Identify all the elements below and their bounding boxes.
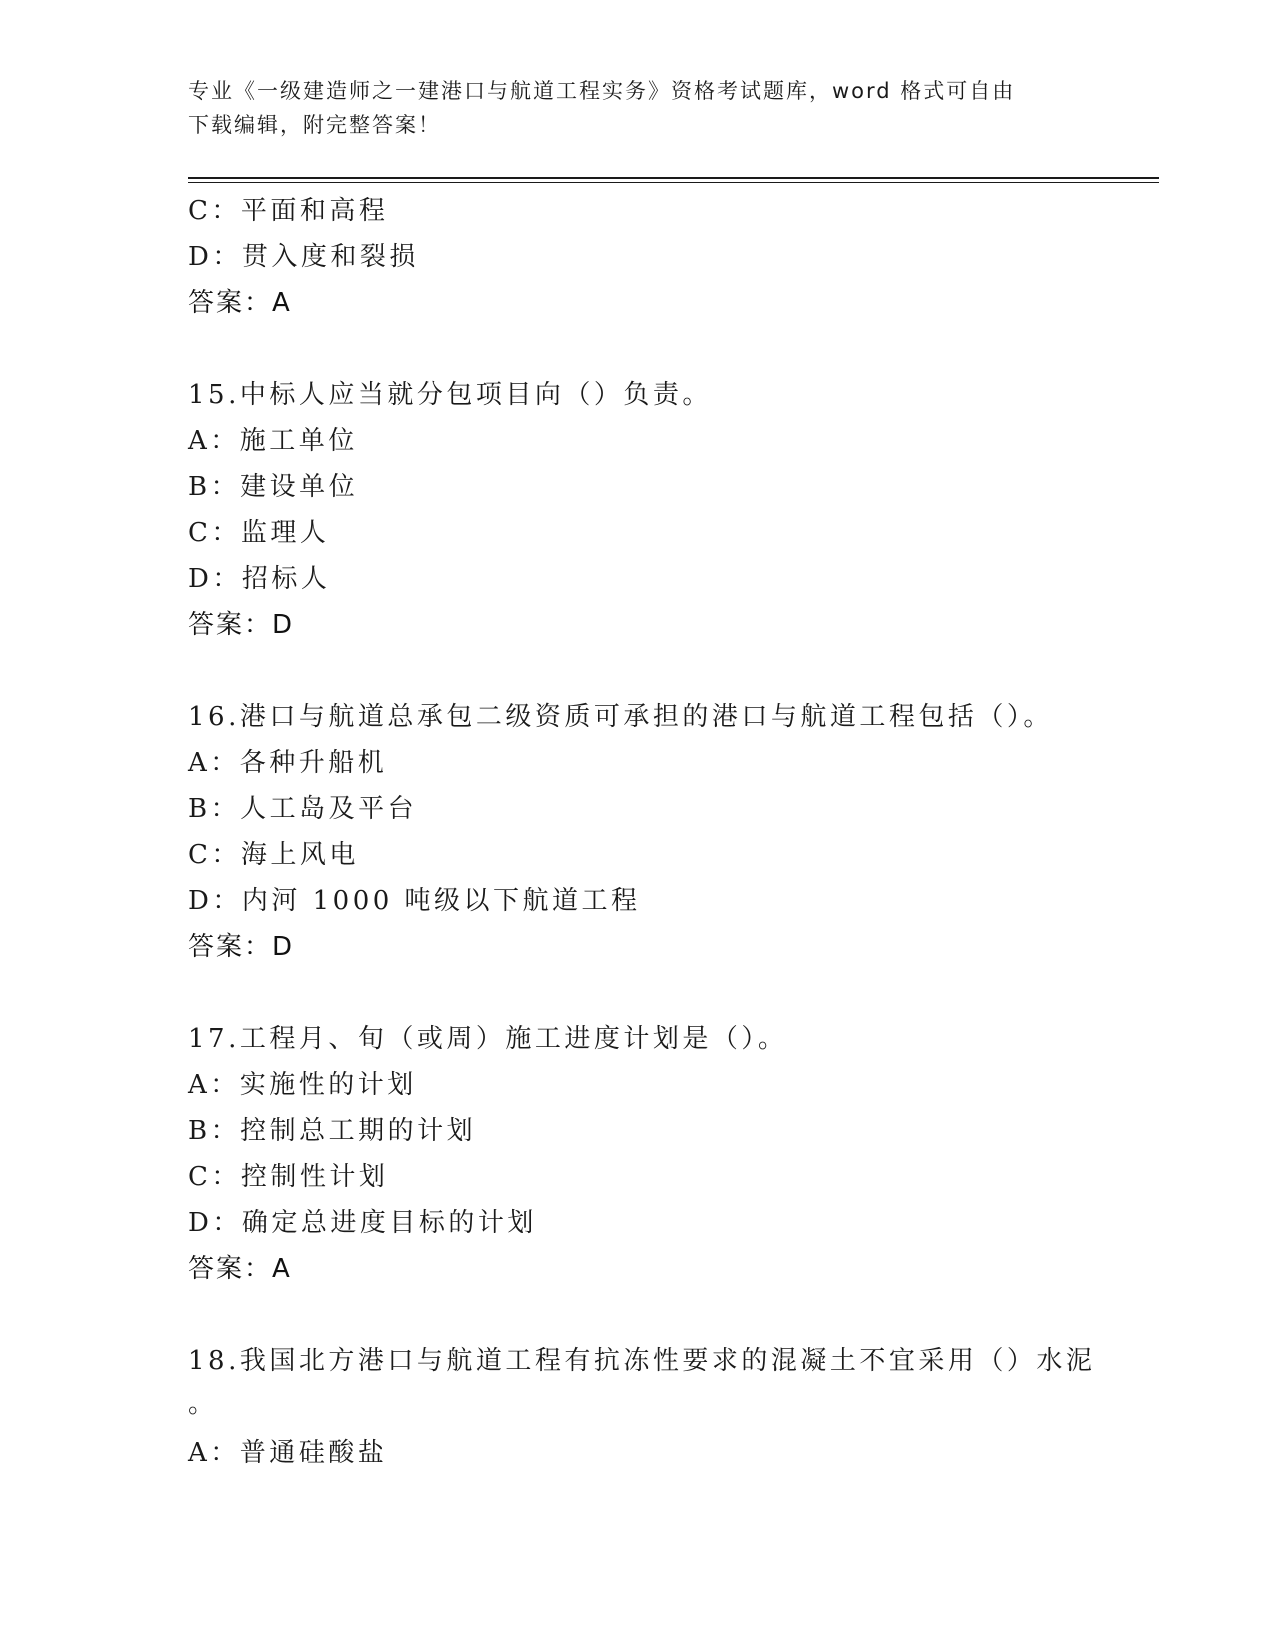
spacer bbox=[188, 1292, 1088, 1338]
header-divider bbox=[188, 177, 1159, 183]
option-d: D：内河 1000 吨级以下航道工程 bbox=[188, 886, 641, 916]
option-a: A：实施性的计划 bbox=[188, 1070, 417, 1100]
option-c: C：海上风电 bbox=[188, 840, 359, 870]
option-a: A：施工单位 bbox=[188, 426, 358, 456]
answer-line: 答案：A bbox=[188, 288, 292, 318]
header-line-2: 下载编辑，附完整答案！ bbox=[188, 113, 441, 137]
option-d: D：确定总进度目标的计划 bbox=[188, 1208, 537, 1238]
option-c: C：平面和高程 bbox=[188, 196, 389, 226]
option-d: D：招标人 bbox=[188, 564, 331, 594]
answer-line: 答案：D bbox=[188, 932, 295, 962]
answer-line: 答案：D bbox=[188, 610, 295, 640]
question-stem: 16.港口与航道总承包二级资质可承担的港口与航道工程包括（）。 bbox=[188, 702, 1053, 732]
spacer bbox=[188, 648, 1088, 694]
option-b: B：人工岛及平台 bbox=[188, 794, 418, 824]
answer-line: 答案：A bbox=[188, 1254, 292, 1284]
question-list bbox=[188, 188, 1096, 1476]
option-c: C：控制性计划 bbox=[188, 1162, 389, 1192]
option-b: B：建设单位 bbox=[188, 472, 359, 502]
header-line-1: 专业《一级建造师之一建港口与航道工程实务》资格考试题库，word 格式可自由 bbox=[188, 79, 1016, 103]
spacer bbox=[188, 326, 1088, 372]
option-b: B：控制总工期的计划 bbox=[188, 1116, 477, 1146]
question-14-continued bbox=[188, 188, 1088, 326]
question-17 bbox=[188, 1016, 1088, 1292]
question-15 bbox=[188, 372, 1088, 648]
spacer bbox=[188, 970, 1088, 1016]
question-16 bbox=[188, 694, 1088, 970]
option-c: C：监理人 bbox=[188, 518, 330, 548]
question-18 bbox=[188, 1338, 1096, 1476]
option-a: A：各种升船机 bbox=[188, 748, 388, 778]
question-stem: 17.工程月、旬（或周）施工进度计划是（）。 bbox=[188, 1024, 788, 1054]
option-a: A：普通硅酸盐 bbox=[188, 1438, 388, 1468]
page-header bbox=[188, 74, 1088, 142]
question-stem: 15.中标人应当就分包项目向（）负责。 bbox=[188, 380, 712, 410]
question-stem-continuation: 。 bbox=[188, 1389, 215, 1419]
option-d: D：贯入度和裂损 bbox=[188, 242, 419, 272]
question-stem: 18.我国北方港口与航道工程有抗冻性要求的混凝土不宜采用（）水泥 bbox=[188, 1346, 1096, 1376]
